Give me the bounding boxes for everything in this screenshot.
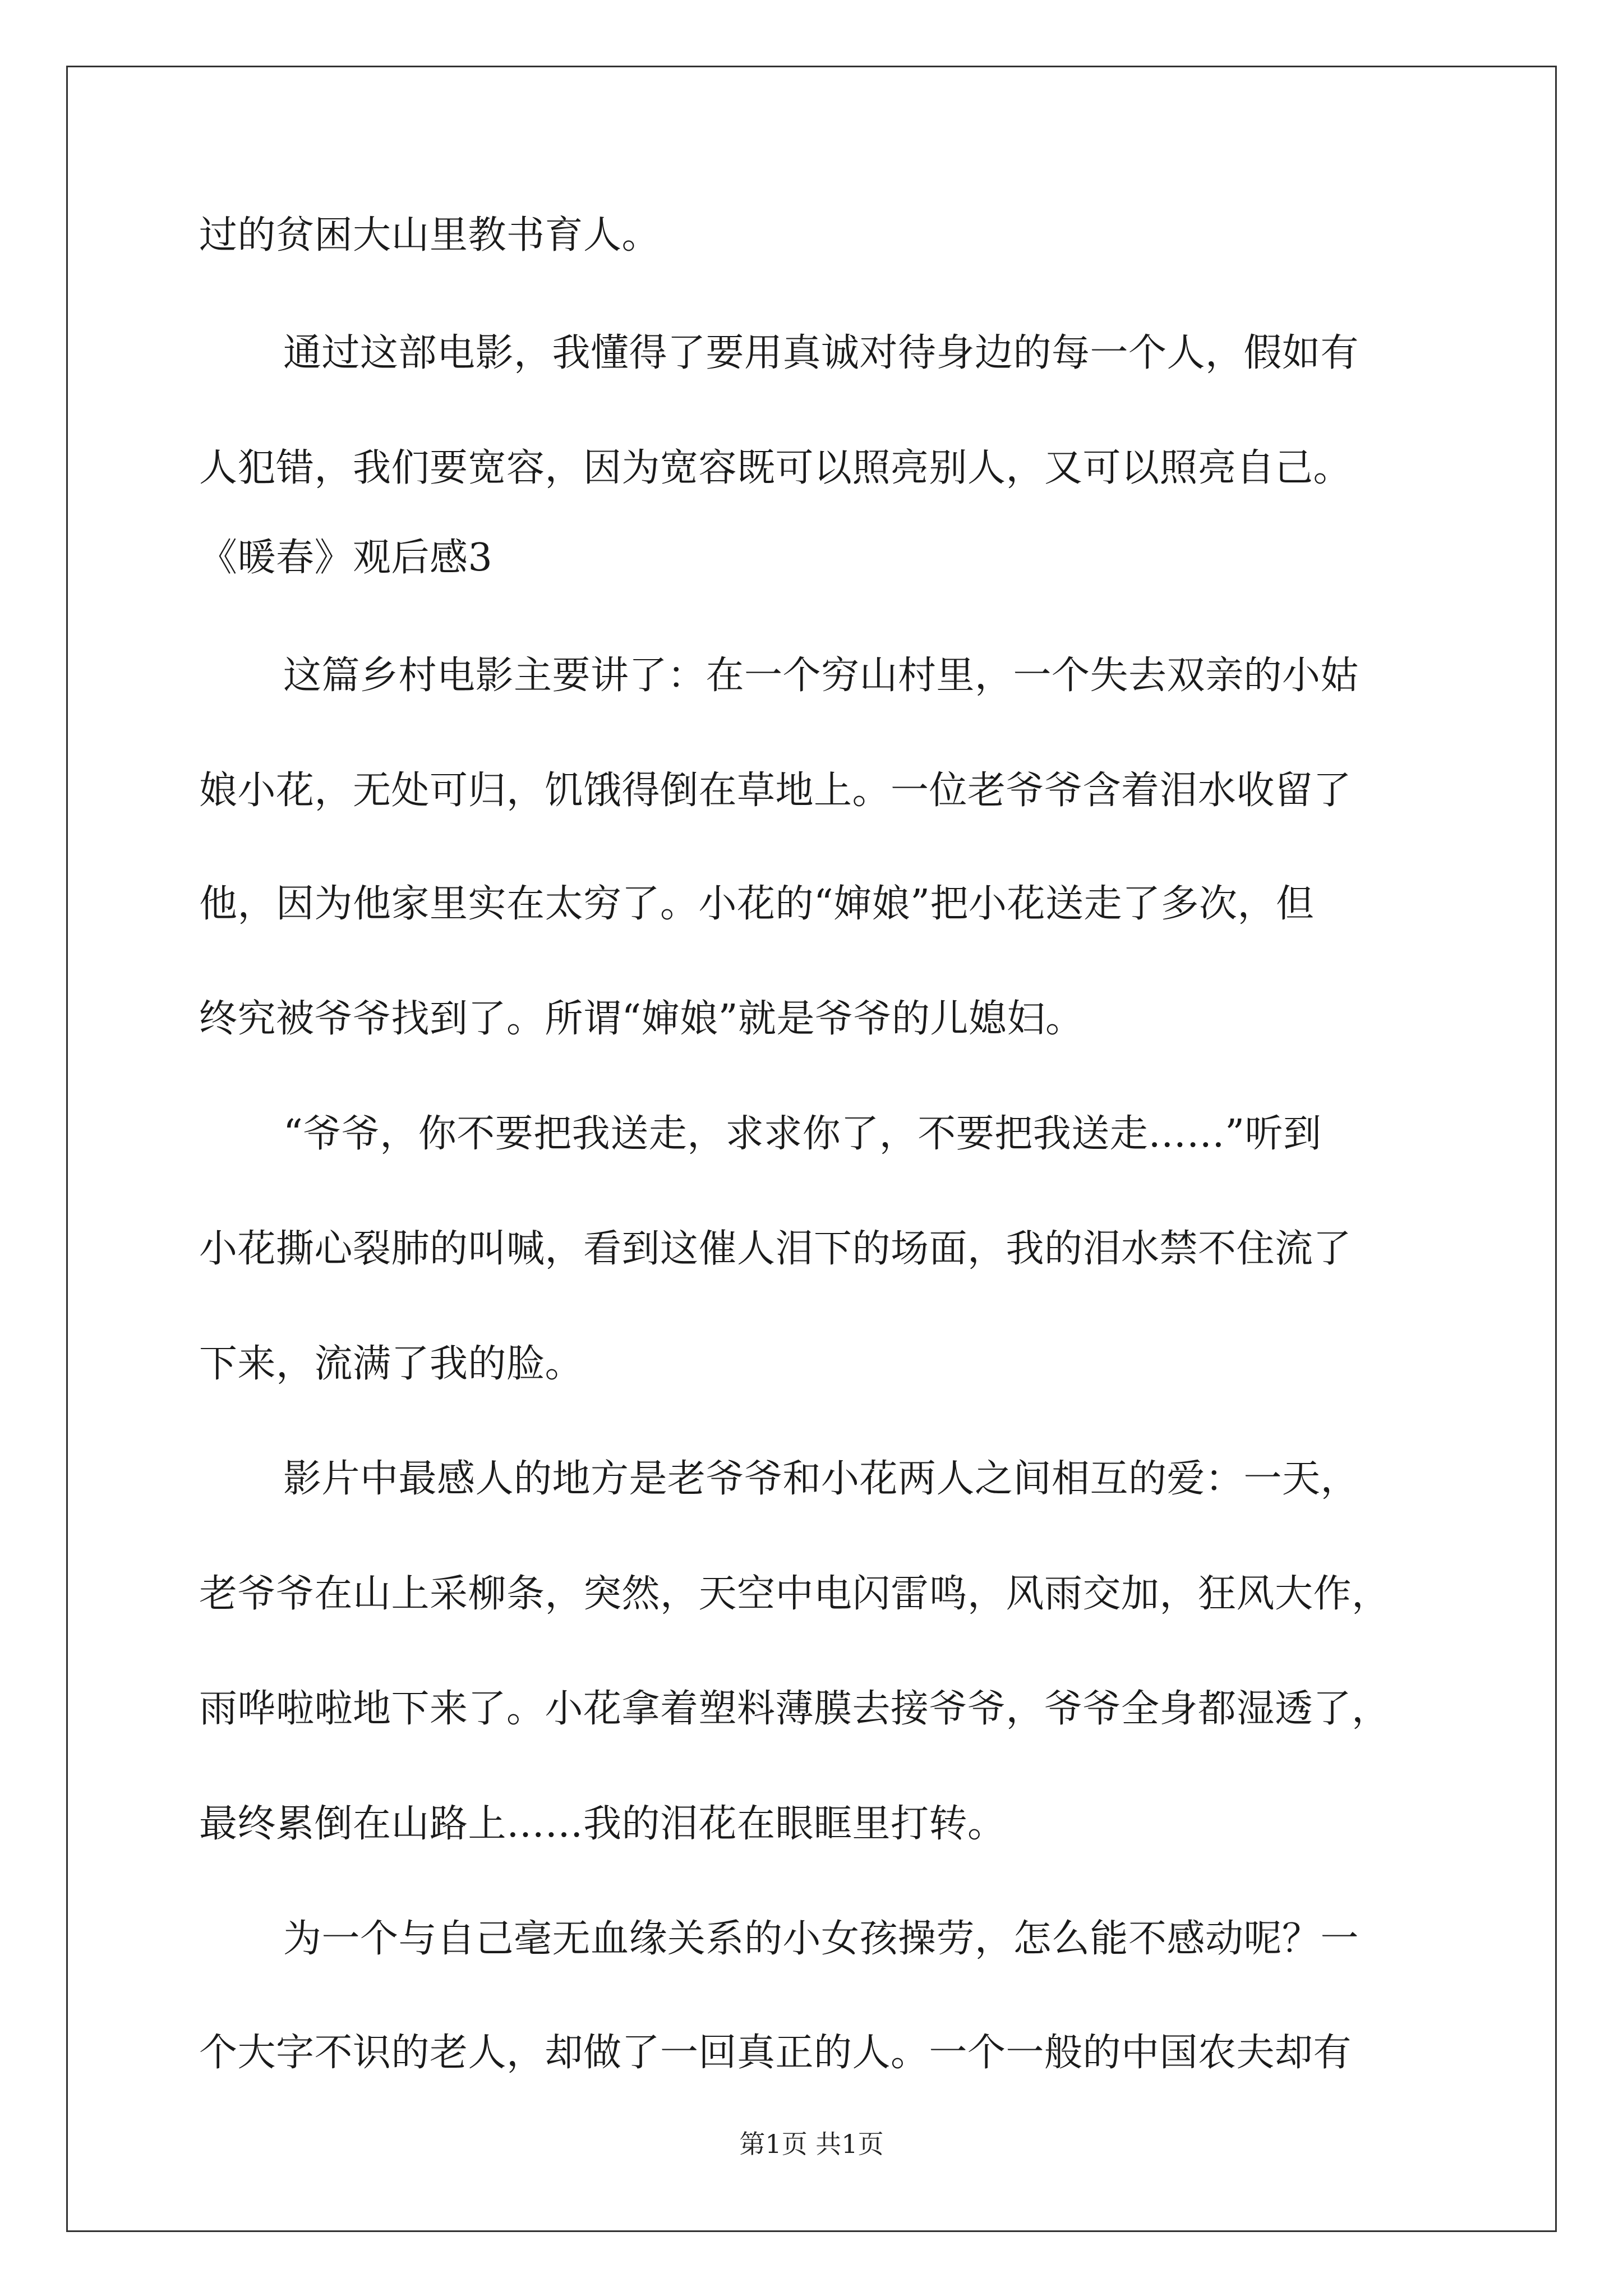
text-line: 通过这部电影，我懂得了要用真诚对待身边的每一个人，假如有 [283,331,1359,375]
text-line: 小花撕心裂肺的叫喊，看到这催人泪下的场面，我的泪水禁不住流了 [199,1227,1352,1271]
text-line: 人犯错，我们要宽容，因为宽容既可以照亮别人，又可以照亮自己。 [199,446,1352,490]
text-line: 他，因为他家里实在太穷了。小花的“婶娘”把小花送走了多次，但 [199,882,1315,926]
text-line: “爷爷，你不要把我送走，求求你了，不要把我送走……”听到 [283,1112,1322,1156]
section-heading: 《暖春》观后感3 [199,536,493,580]
text-line: 为一个与自己毫无血缘关系的小女孩操劳，怎么能不感动呢？一 [283,1917,1359,1961]
text-line: 过的贫困大山里教书育人。 [199,213,661,257]
text-line: 老爷爷在山上采柳条，突然，天空中电闪雷鸣，风雨交加，狂风大作， [199,1572,1390,1616]
text-line: 这篇乡村电影主要讲了：在一个穷山村里，一个失去双亲的小姑 [283,654,1359,698]
text-line: 影片中最感人的地方是老爷爷和小花两人之间相互的爱：一天， [283,1457,1359,1501]
text-line: 雨哗啦啦地下来了。小花拿着塑料薄膜去接爷爷，爷爷全身都湿透了， [199,1687,1390,1731]
text-line: 终究被爷爷找到了。所谓“婶娘”就是爷爷的儿媳妇。 [199,997,1084,1041]
text-line: 娘小花，无处可归，饥饿得倒在草地上。一位老爷爷含着泪水收留了 [199,769,1352,813]
page-number-footer: 第1页 共1页 [739,2129,884,2159]
text-line: 最终累倒在山路上……我的泪花在眼眶里打转。 [199,1802,1006,1846]
text-line: 个大字不识的老人，却做了一回真正的人。一个一般的中国农夫却有 [199,2031,1352,2075]
text-line: 下来，流满了我的脸。 [199,1342,584,1386]
